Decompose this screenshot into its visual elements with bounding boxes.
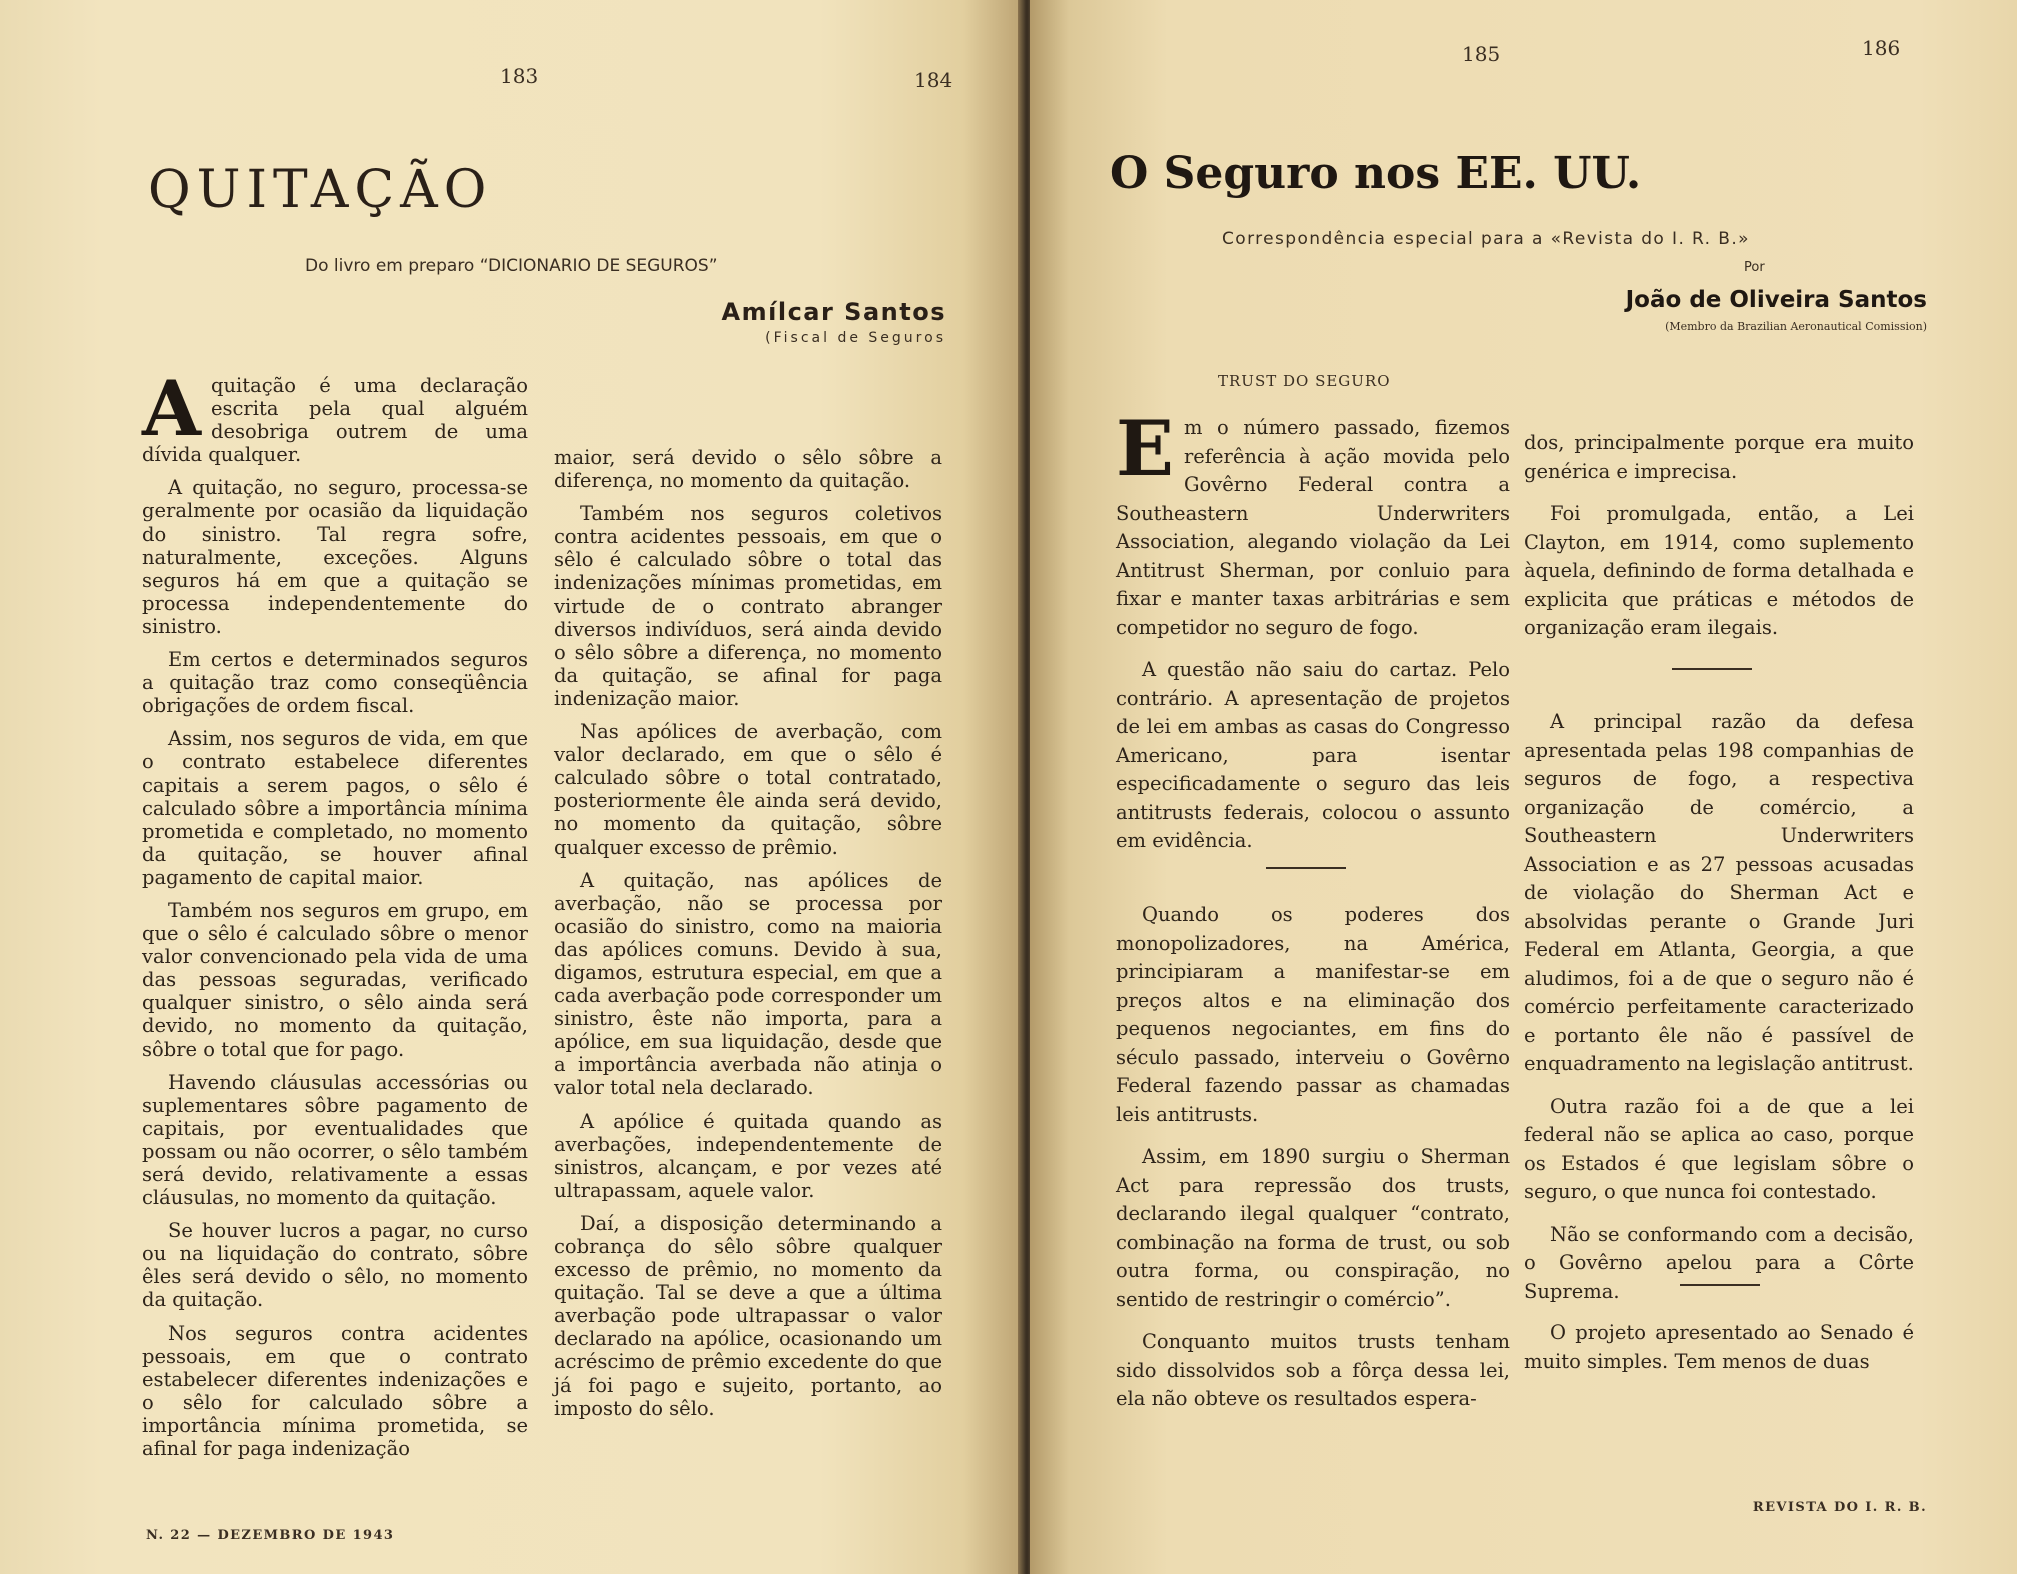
author-name: João de Oliveira Santos <box>1625 287 1927 313</box>
page-number-185: 185 <box>1462 42 1501 66</box>
paragraph: Não se conformando com a decisão, o Govêrno apelou para a Côrte Suprema. <box>1524 1222 1914 1303</box>
article-subtitle: Do livro em preparo “DICIONARIO DE SEGUROS” <box>305 256 718 276</box>
paragraph: Se houver lucros a pagar, no curso ou na liquidação do contrato, sôbre êles será devido o sêlo, no momento da quitação. <box>142 1219 528 1312</box>
paragraph: Nos seguros contra acidentes pessoais, em que o contrato estabelecer diferentes indenizações e o sêlo for calculado sôbre a importância mínima prometida, se afinal for paga indenização <box>142 1321 528 1461</box>
article-subtitle: Correspondência especial para a «Revista do I. R. B.» <box>1222 229 1750 249</box>
right-column-2-continued <box>1524 708 1914 1320</box>
paragraph: Assim, nos seguros de vida, em que o contrato estabelece diferentes capitais a serem pagos, o sêlo é calculado sôbre a importância mínima prometida e completado, no momento da quitação, se houver afinal pagamento de capital maior. <box>142 727 528 889</box>
paragraph: Quando os poderes dos monopolizadores, na América, principiaram a manifestar-se em preços altos e na eliminação dos pequenos negociantes, em fins do século passado, interveiu o Govêrno Federal fazendo passar as chamadas leis antitrusts. <box>1116 903 1510 1126</box>
right-column-2 <box>1524 429 1914 657</box>
paragraph: A principal razão da defesa apresentada pelas 198 companhias de seguros de fogo, a respectiva organização de comércio, a Southeastern Underwriters Association e as 27 pessoas acusadas de violação do Sherman Act e absolvidas perante o Grande Juri Federal em Atlanta, Georgia, a que aludimos, foi a de que o seguro não é comércio perfeitamente caracterizado e portanto êle não é passível de enquadramento na legislação antitrust. <box>1524 710 1914 1075</box>
left-column-2 <box>554 446 942 1430</box>
right-column-1-continued <box>1116 901 1510 1428</box>
paragraph: Foi promulgada, então, a Lei Clayton, em 1914, como suplemento àquela, definindo de forma detalhada e explicita que práticas e métodos de organização eram ilegais. <box>1524 502 1914 639</box>
author-role: (Fiscal de Seguros <box>765 330 946 346</box>
right-page <box>1030 0 2017 1574</box>
paragraph: A quitação, nas apólices de averbação, não se processa por ocasião do sinistro, como na maioria das apólices comuns. Devido à sua, digamos, estrutura especial, em que a cada averbação pode corresponder um sinistro, êste não importa, para a apólice, em sua liquidação, desde que a importância averbada não atinja o valor total nela declarado. <box>554 868 942 1100</box>
paragraph: Conquanto muitos trusts tenham sido dissolvidos sob a fôrça dessa lei, ela não obteve os resultados espera- <box>1116 1330 1510 1410</box>
article-title: QUITAÇÃO <box>148 160 493 220</box>
paragraph: Havendo cláusulas accessórias ou suplementares sôbre pagamento de capitais, por eventualidades que possam ou não ocorrer, o sêlo também será devido, relativamente a essas cláusulas, no momento da quitação. <box>142 1070 528 1210</box>
paragraph: Daí, a disposição determinando a cobrança do sêlo sôbre qualquer excesso de prêmio, no momento da quitação. Tal se deve a que a última averbação pode ultrapassar o valor declarado na apólice, ocasionando um acréscimo de prêmio excedente do que já foi pago e sujeito, portanto, ao imposto do sêlo. <box>554 1211 942 1420</box>
paragraph <box>142 364 528 467</box>
paragraph <box>1116 404 1510 642</box>
paragraph: A questão não saiu do cartaz. Pelo contrário. A apresentação de projetos de lei em ambas as casas do Congresso Americano, para isentar especificadamente o seguro das leis antitrusts federais, colocou o assunto em evidência. <box>1116 658 1510 852</box>
page-footer: REVISTA DO I. R. B. <box>1752 1500 1927 1515</box>
paragraph-text: m o número passado, fizemos referência à ação movida pelo Govêrno Federal contra a Southeastern Underwriters Association, alegando violação da Lei Antitrust Sherman, por conluio para fixar e manter taxas arbitrárias e sem competidor no seguro de fogo. <box>1116 416 1510 639</box>
section-heading: TRUST DO SEGURO <box>1218 372 1391 390</box>
page-footer: N. 22 — DEZEMBRO DE 1943 <box>146 1528 395 1543</box>
page-number-184: 184 <box>914 68 953 92</box>
byline-por: Por <box>1744 260 1765 275</box>
drop-cap: E <box>1116 404 1174 493</box>
paragraph: O projeto apresentado ao Senado é muito simples. Tem menos de duas <box>1524 1321 1914 1373</box>
paragraph: Em certos e determinados seguros a quitação traz como conseqüência obrigações de ordem fiscal. <box>142 648 528 718</box>
paragraph: Assim, em 1890 surgiu o Sherman Act para repressão dos trusts, declarando ilegal qualquer “contrato, combinação na forma de trust, ou sob outra forma, ou conspiração, no sentido de restringir o comércio”. <box>1116 1145 1510 1311</box>
page-number-183: 183 <box>500 64 539 88</box>
page-number-186: 186 <box>1862 36 1901 60</box>
left-column-1 <box>142 364 528 1470</box>
paragraph: Também nos seguros coletivos contra acidentes pessoais, em que o sêlo é calculado sôbre o total das indenizações mínimas prometidas, em virtude de o contrato abranger diversos indivíduos, será ainda devido o sêlo sôbre a diferença, no momento da quitação, se afinal for paga indenização maior. <box>554 502 942 710</box>
right-column-1 <box>1116 404 1510 870</box>
paragraph: A quitação, no seguro, processa-se geralmente por ocasião da liquidação do sinistro. Tal regra sofre, naturalmente, exceções. Alguns seguros há em que a quitação se processa independentemente do sinistro. <box>142 476 528 638</box>
drop-cap: A <box>142 364 201 453</box>
paragraph: Outra razão foi a de que a lei federal não se aplica ao caso, porque os Estados é que legislam sôbre o seguro, o que nunca foi contestado. <box>1524 1094 1914 1203</box>
paragraph: Nas apólices de averbação, com valor declarado, em que o sêlo é calculado sôbre o total contratado, posteriormente êle ainda será devido, no momento da quitação, sôbre qualquer excesso de prêmio. <box>554 720 942 859</box>
section-divider <box>1680 1284 1760 1286</box>
author-name: Amílcar Santos <box>721 298 946 326</box>
article-title: O Seguro nos EE. UU. <box>1110 148 1642 199</box>
section-divider <box>1672 668 1752 670</box>
paragraph: Também nos seguros em grupo, em que o sêlo é calculado sôbre o menor valor convencionado pela vida de uma das pessoas seguradas, verificado qualquer sinistro, o sêlo ainda será devido, no momento da quitação, sôbre o total que for pago. <box>142 898 528 1061</box>
section-divider <box>1266 867 1346 869</box>
paragraph-text: quitação é uma declaração escrita pela qual alguém desobriga outrem de uma dívida qualquer. <box>142 374 528 467</box>
right-column-2-end <box>1524 1319 1914 1390</box>
paragraph: maior, será devido o sêlo sôbre a diferença, no momento da quitação. <box>554 446 942 493</box>
paragraph: dos, principalmente porque era muito genérica e imprecisa. <box>1524 431 1914 483</box>
author-role: (Membro da Brazilian Aeronautical Comission) <box>1665 320 1927 333</box>
paragraph: A apólice é quitada quando as averbações, independentemente de sinistros, alcançam, e por vezes até ultrapassam, aquele valor. <box>554 1109 942 1202</box>
